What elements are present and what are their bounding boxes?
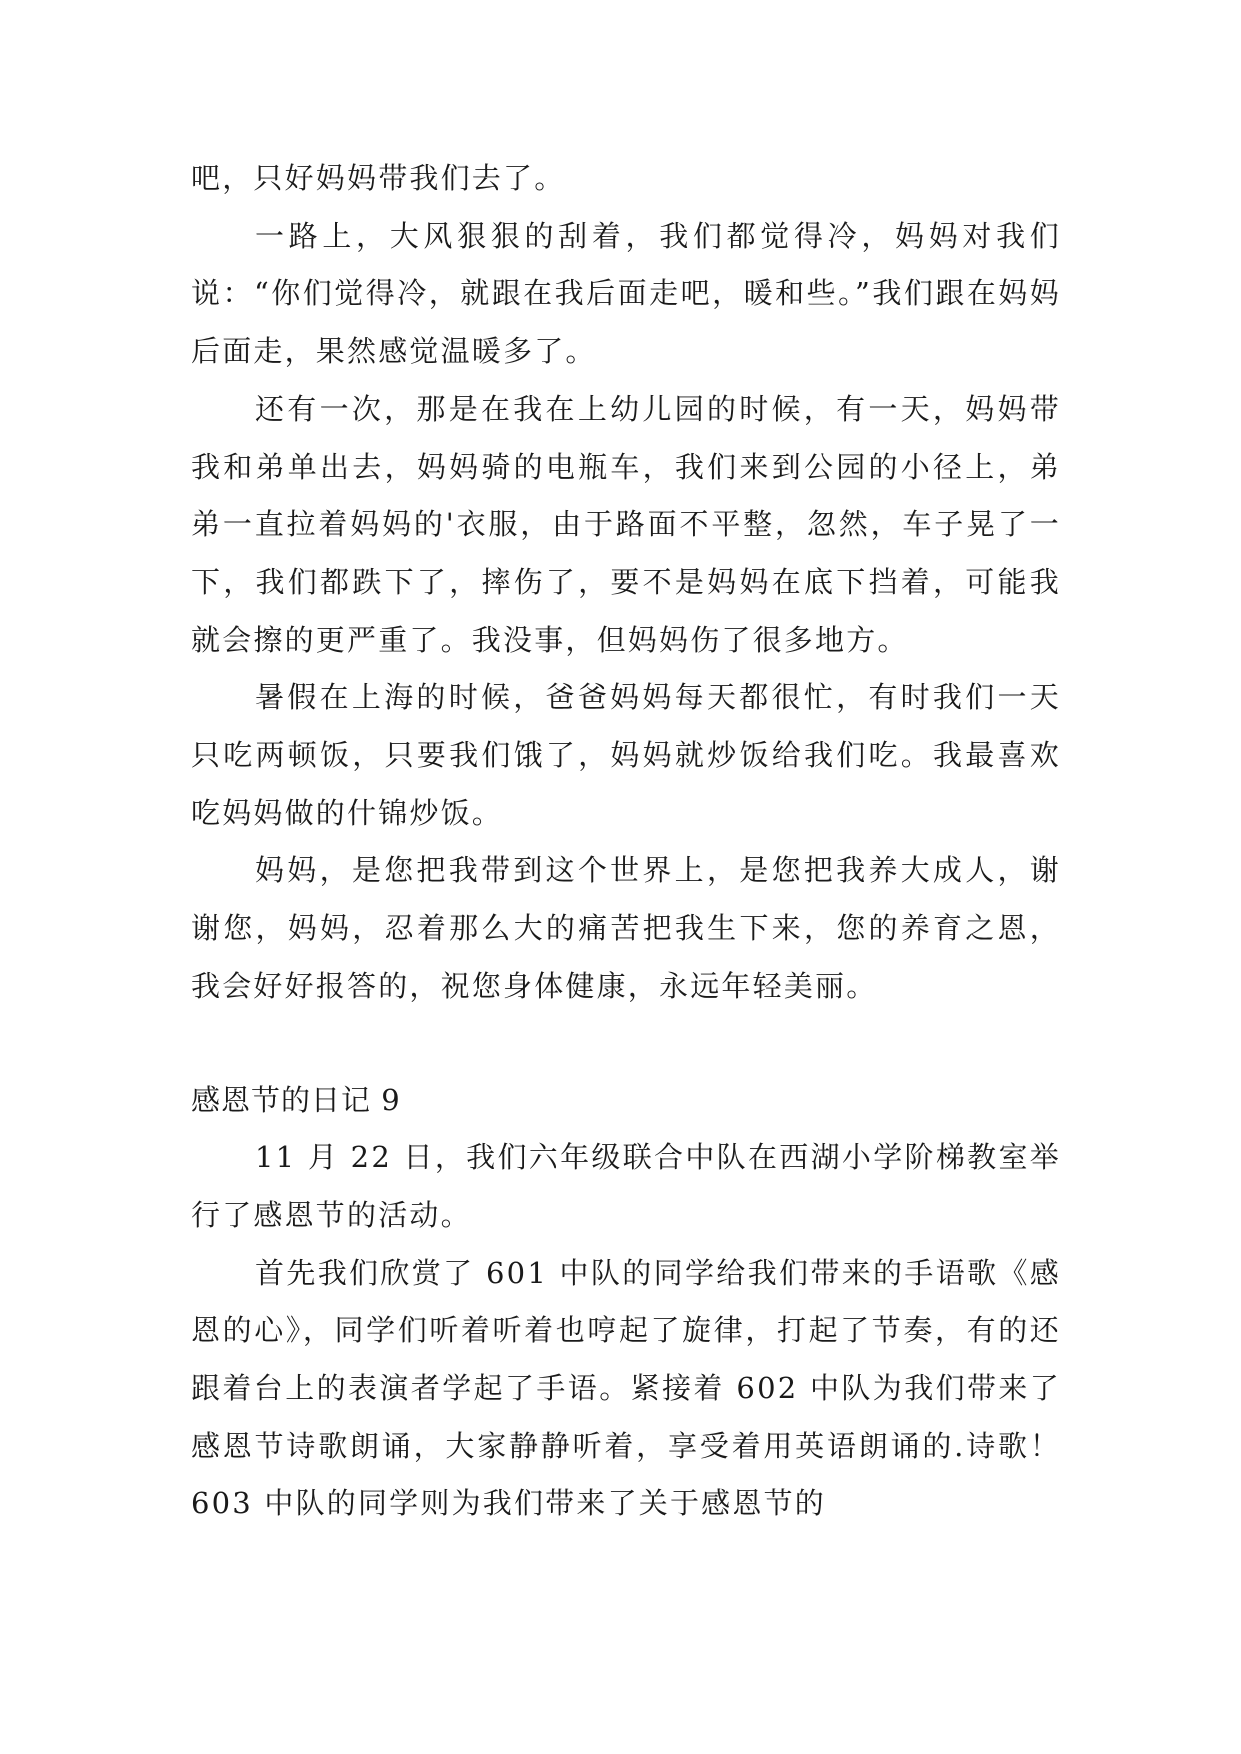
paragraph: 妈妈，是您把我带到这个世界上，是您把我养大成人，谢谢您，妈妈，忍着那么大的痛苦把我生下来，您的养育之恩，我会好好报答的，祝您身体健康，永远年轻美丽。 bbox=[191, 853, 1061, 1003]
paragraph: 一路上，大风狠狠的刮着，我们都觉得冷，妈妈对我们说：“你们觉得冷，就跟在我后面走吧，暖和些。”我们跟在妈妈后面走，果然感觉温暖多了。 bbox=[191, 218, 1061, 369]
paragraph: 还有一次，那是在我在上幼儿园的时候，有一天，妈妈带我和弟单出去，妈妈骑的电瓶车，我们来到公园的小径上，弟弟一直拉着妈妈的'衣服，由于路面不平整，忽然，车子晃了一下，我们都跌下了，摔伤了，要不是妈妈在底下挡着，可能我就会擦的更严重了。我没事，但妈妈伤了很多地方。 bbox=[191, 391, 1061, 657]
paragraph: 11 月 22 日，我们六年级联合中队在西湖小学阶梯教室举行了感恩节的活动。 bbox=[191, 1140, 1061, 1232]
paragraph: 首先我们欣赏了 601 中队的同学给我们带来的手语歌《感恩的心》，同学们听着听着也哼起了旋律，打起了节奏，有的还跟着台上的表演者学起了手语。紧接着 602 中队为我们带来了感恩节诗歌朗诵，大家静静听着，享受着用英语朗诵的.诗歌！603 中队的同学则为我们带来了关于感恩节的 bbox=[191, 1255, 1061, 1521]
section-title: 感恩节的日记 9 bbox=[191, 1082, 401, 1117]
paragraph: 暑假在上海的时候，爸爸妈妈每天都很忙，有时我们一天只吃两顿饭，只要我们饿了，妈妈就炒饭给我们吃。我最喜欢吃妈妈做的什锦炒饭。 bbox=[191, 680, 1061, 830]
document-body bbox=[191, 150, 1061, 1533]
paragraph: 吧，只好妈妈带我们去了。 bbox=[191, 161, 566, 195]
